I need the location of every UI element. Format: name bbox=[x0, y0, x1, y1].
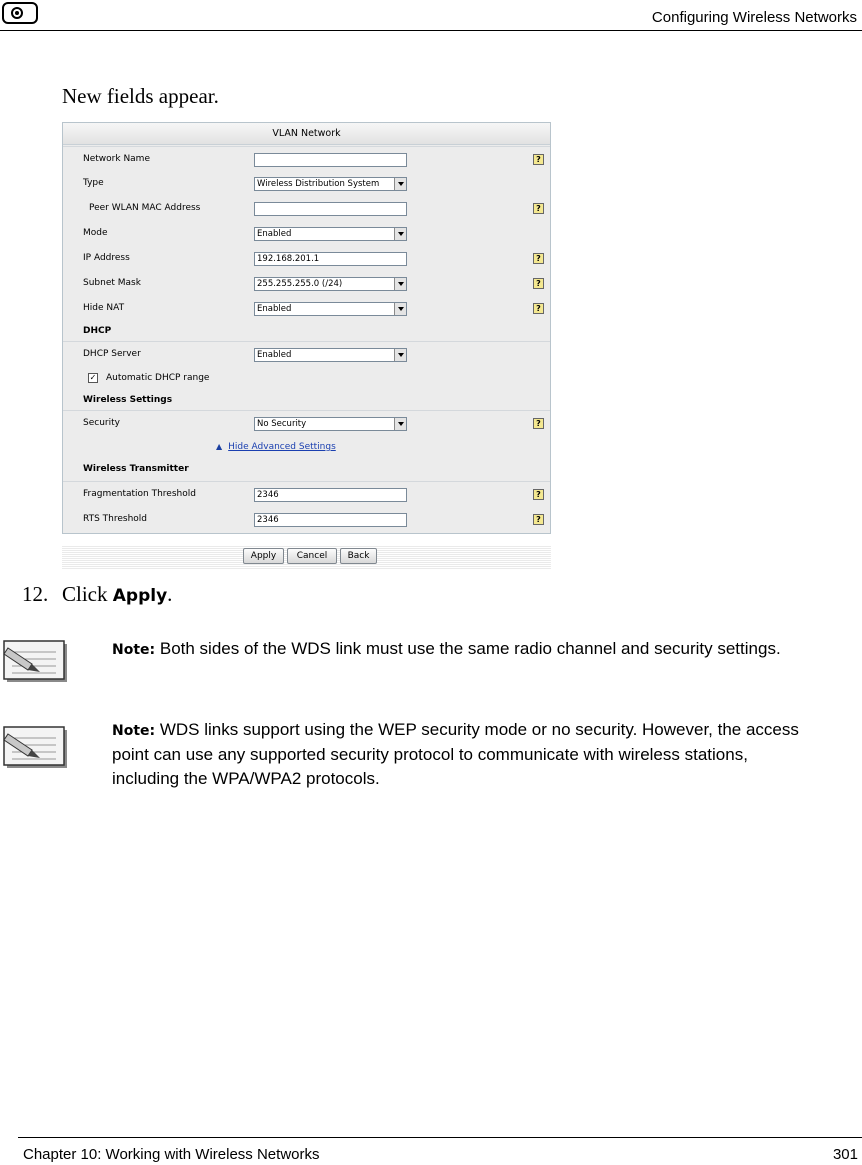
logo-mark-icon bbox=[11, 7, 23, 19]
advanced-settings-toggle[interactable] bbox=[216, 434, 336, 460]
wireless-transmitter-heading: Wireless Transmitter bbox=[83, 464, 189, 474]
peer-mac-label: Peer WLAN MAC Address bbox=[89, 203, 201, 213]
back-button[interactable]: Back bbox=[340, 548, 377, 564]
note-text: Both sides of the WDS link must use the same radio channel and security settings. bbox=[159, 639, 781, 658]
fragmentation-threshold-input[interactable]: 2346 bbox=[254, 488, 407, 502]
help-icon[interactable]: ? bbox=[533, 418, 544, 429]
vlan-network-panel bbox=[62, 122, 551, 534]
chevron-down-icon bbox=[394, 178, 406, 190]
row-mode bbox=[63, 221, 550, 246]
ip-address-input[interactable]: 192.168.201.1 bbox=[254, 252, 407, 266]
help-icon[interactable]: ? bbox=[533, 253, 544, 264]
panel-button-bar bbox=[62, 545, 551, 569]
dhcp-server-select[interactable] bbox=[254, 348, 407, 362]
header-divider bbox=[0, 30, 862, 31]
note-2 bbox=[112, 718, 812, 791]
step-12 bbox=[22, 582, 172, 607]
mode-value: Enabled bbox=[257, 229, 292, 239]
fragmentation-threshold-label: Fragmentation Threshold bbox=[83, 489, 196, 499]
dhcp-server-label: DHCP Server bbox=[83, 349, 141, 359]
row-rts-threshold bbox=[63, 507, 550, 532]
type-value: Wireless Distribution System bbox=[257, 179, 380, 189]
row-auto-dhcp-range bbox=[63, 366, 550, 391]
type-select[interactable] bbox=[254, 177, 407, 191]
note-label: Note: bbox=[112, 642, 156, 658]
footer-page-number: 301 bbox=[832, 1146, 858, 1163]
mode-label: Mode bbox=[83, 228, 108, 238]
row-dhcp-server bbox=[63, 341, 550, 366]
help-icon[interactable]: ? bbox=[533, 278, 544, 289]
security-value: No Security bbox=[257, 419, 307, 429]
wireless-settings-heading: Wireless Settings bbox=[83, 395, 173, 405]
hide-nat-select[interactable] bbox=[254, 302, 407, 316]
ip-address-label: IP Address bbox=[83, 253, 130, 263]
rts-threshold-label: RTS Threshold bbox=[83, 514, 148, 524]
triangle-up-icon: ▲ bbox=[216, 442, 223, 451]
help-icon[interactable]: ? bbox=[533, 303, 544, 314]
auto-dhcp-range-checkbox[interactable]: ✓ bbox=[89, 373, 97, 382]
help-icon[interactable]: ? bbox=[533, 154, 544, 165]
chevron-down-icon bbox=[394, 278, 406, 290]
footer-chapter: Chapter 10: Working with Wireless Networks bbox=[23, 1146, 320, 1163]
network-name-label: Network Name bbox=[83, 154, 150, 164]
chevron-down-icon bbox=[394, 349, 406, 361]
note-text: WDS links support using the WEP security mode or no security. However, the access point can use any supported security protocol to communicate with wireless stations, including the WPA/WPA2 protocols. bbox=[112, 720, 799, 788]
row-peer-mac bbox=[63, 196, 550, 221]
row-network-name bbox=[63, 146, 550, 171]
chevron-down-icon bbox=[394, 228, 406, 240]
footer-divider bbox=[18, 1137, 862, 1138]
apply-button[interactable]: Apply bbox=[243, 548, 284, 564]
hide-nat-label: Hide NAT bbox=[83, 303, 125, 313]
row-security bbox=[63, 410, 550, 435]
cancel-button[interactable]: Cancel bbox=[287, 548, 337, 564]
row-fragmentation-threshold bbox=[63, 481, 550, 506]
step-keyword: Apply bbox=[112, 586, 168, 606]
help-icon[interactable]: ? bbox=[533, 203, 544, 214]
note-pencil-icon bbox=[2, 724, 70, 772]
step-end: . bbox=[167, 582, 173, 606]
help-icon[interactable]: ? bbox=[533, 514, 544, 525]
chevron-down-icon bbox=[394, 303, 406, 315]
auto-dhcp-range-label: Automatic DHCP range bbox=[106, 373, 210, 383]
brand-logo bbox=[2, 2, 38, 24]
rts-threshold-input[interactable]: 2346 bbox=[254, 513, 407, 527]
panel-title: VLAN Network bbox=[63, 123, 550, 145]
subnet-mask-select[interactable] bbox=[254, 277, 407, 291]
security-label: Security bbox=[83, 418, 120, 428]
dhcp-server-value: Enabled bbox=[257, 350, 292, 360]
hide-nat-value: Enabled bbox=[257, 304, 292, 314]
row-hide-nat bbox=[63, 296, 550, 321]
help-icon[interactable]: ? bbox=[533, 489, 544, 500]
row-ip-address bbox=[63, 246, 550, 271]
hide-advanced-settings-link[interactable]: Hide Advanced Settings bbox=[228, 442, 336, 452]
network-name-input[interactable] bbox=[254, 153, 407, 167]
row-type bbox=[63, 171, 550, 196]
note-label: Note: bbox=[112, 723, 156, 739]
mode-select[interactable] bbox=[254, 227, 407, 241]
peer-mac-input[interactable] bbox=[254, 202, 407, 216]
step-number: 12. bbox=[22, 582, 49, 606]
dhcp-section-heading: DHCP bbox=[83, 326, 112, 336]
type-label: Type bbox=[83, 178, 104, 188]
note-1 bbox=[112, 637, 812, 662]
subnet-mask-value: 255.255.255.0 (/24) bbox=[257, 279, 343, 289]
row-subnet-mask bbox=[63, 271, 550, 296]
chevron-down-icon bbox=[394, 418, 406, 430]
intro-text: New fields appear. bbox=[62, 84, 219, 108]
step-verb: Click bbox=[62, 582, 108, 606]
security-select[interactable] bbox=[254, 417, 407, 431]
note-pencil-icon bbox=[2, 638, 70, 686]
subnet-mask-label: Subnet Mask bbox=[83, 278, 141, 288]
row-advanced-toggle bbox=[63, 434, 550, 459]
running-header-title: Configuring Wireless Networks bbox=[651, 9, 857, 26]
